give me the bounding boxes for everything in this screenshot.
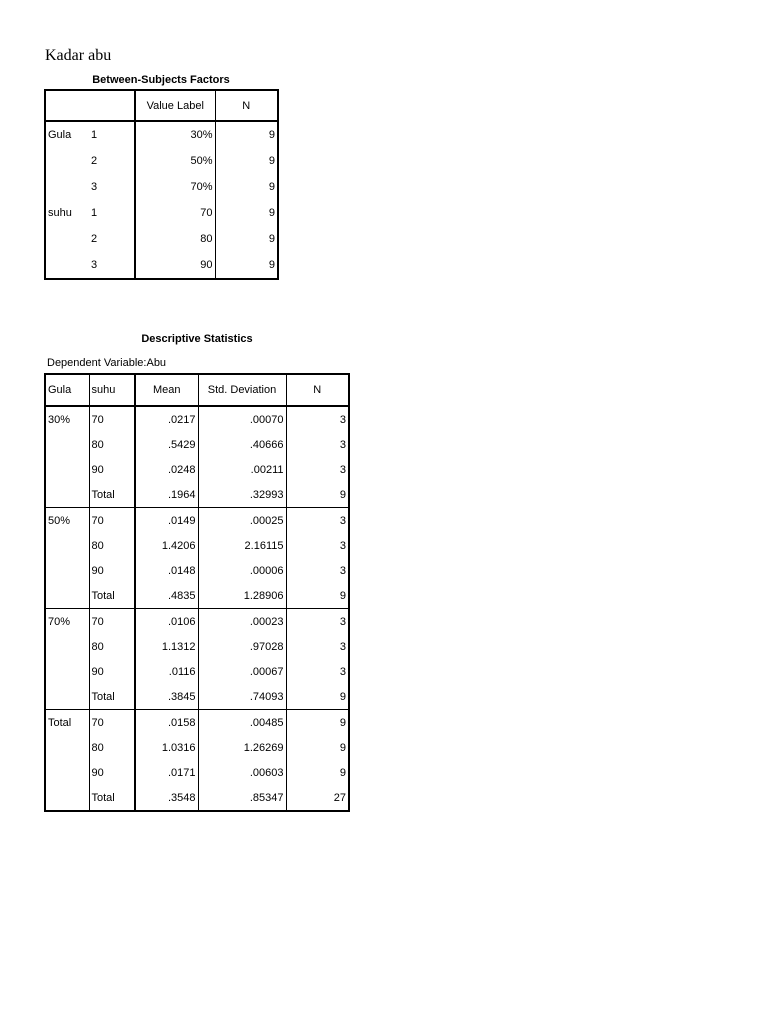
std-deviation-cell: .00006 (198, 558, 286, 583)
table-row (45, 121, 278, 148)
suhu-cell: 80 (89, 634, 135, 659)
gula-cell (45, 735, 89, 760)
std-deviation-cell: .97028 (198, 634, 286, 659)
table-row (45, 533, 349, 558)
between-subjects-factors-table (44, 89, 279, 280)
mean-cell: .3548 (135, 785, 198, 811)
value-label-cell: 30% (135, 121, 215, 148)
mean-cell: .0149 (135, 508, 198, 534)
suhu-cell: 70 (89, 609, 135, 635)
mean-cell: .0148 (135, 558, 198, 583)
header-cell-suhu: suhu (89, 374, 135, 406)
n-cell: 3 (339, 665, 346, 678)
n-cell: 9 (286, 710, 349, 736)
descriptive-statistics-body (45, 406, 349, 811)
std-deviation-cell: .00025 (198, 508, 286, 534)
table-row (45, 558, 349, 583)
table-row (45, 583, 349, 609)
n-cell: 3 (339, 438, 346, 451)
level-cell: 2 (89, 148, 135, 174)
value-label-cell: 80 (135, 226, 215, 252)
document-heading: Kadar abu (45, 47, 112, 64)
suhu-cell: 80 (89, 432, 135, 457)
header-cell-n: N (286, 374, 349, 406)
level-cell: 3 (89, 252, 135, 279)
table-row (45, 482, 349, 508)
n-cell: 9 (268, 207, 275, 219)
n-cell: 9 (339, 589, 346, 602)
mean-cell: .0248 (135, 457, 198, 482)
gula-cell (45, 583, 89, 609)
n-cell: 3 (339, 640, 346, 653)
mean-cell: .0106 (135, 609, 198, 635)
std-deviation-cell: .32993 (198, 482, 286, 508)
suhu-cell: 90 (89, 659, 135, 684)
level-cell: 2 (89, 226, 135, 252)
std-deviation-cell: .00485 (198, 710, 286, 736)
suhu-cell: 70 (89, 508, 135, 534)
gula-cell (45, 457, 89, 482)
n-cell: 3 (286, 609, 349, 635)
std-deviation-cell: .00070 (198, 406, 286, 432)
suhu-cell: 80 (89, 735, 135, 760)
mean-cell: .4835 (135, 583, 198, 609)
header-cell (45, 90, 89, 121)
suhu-cell: 80 (89, 533, 135, 558)
n-cell: 3 (339, 564, 346, 577)
suhu-cell: Total (89, 785, 135, 811)
std-deviation-cell: 2.16115 (198, 533, 286, 558)
suhu-cell: Total (89, 482, 135, 508)
suhu-cell: Total (89, 684, 135, 710)
n-cell: 9 (268, 259, 275, 271)
n-cell: 3 (339, 463, 346, 476)
header-cell (89, 90, 135, 121)
std-deviation-cell: .40666 (198, 432, 286, 457)
std-deviation-cell: .00211 (198, 457, 286, 482)
n-cell: 3 (339, 539, 346, 552)
value-label-cell: 70 (135, 200, 215, 226)
n-cell: 9 (268, 233, 275, 245)
table-row (45, 684, 349, 710)
gula-cell (45, 760, 89, 785)
factor-cell (45, 226, 89, 252)
mean-cell: 1.1312 (135, 634, 198, 659)
std-deviation-cell: 1.28906 (198, 583, 286, 609)
table-row (45, 406, 349, 432)
factor-cell: Gula (48, 129, 72, 141)
n-cell: 9 (268, 181, 275, 193)
header-cell-mean: Mean (135, 374, 198, 406)
gula-cell (45, 634, 89, 659)
gula-cell (45, 684, 89, 710)
factor-cell: suhu (48, 207, 72, 219)
between-subjects-factors-title: Between-Subjects Factors (92, 74, 230, 86)
table-row (45, 659, 349, 684)
mean-cell: 1.0316 (135, 735, 198, 760)
factor-cell (45, 252, 89, 279)
n-cell: 3 (286, 508, 349, 534)
suhu-cell: 70 (89, 710, 135, 736)
mean-cell: .1964 (135, 482, 198, 508)
level-cell: 1 (89, 121, 135, 148)
header-cell-value-label: Value Label (135, 90, 215, 121)
n-cell: 3 (339, 413, 346, 426)
mean-cell: .5429 (135, 432, 198, 457)
n-cell: 9 (268, 129, 275, 141)
gula-cell (45, 432, 89, 457)
table-header-row (45, 90, 278, 121)
gula-cell: 70% (45, 609, 89, 635)
factor-cell (45, 148, 89, 174)
between-subjects-factors-body (45, 121, 278, 279)
table-row (45, 785, 349, 811)
value-label-cell: 90 (135, 252, 215, 279)
suhu-cell: Total (89, 583, 135, 609)
value-label-cell: 50% (135, 148, 215, 174)
n-cell: 9 (339, 690, 346, 703)
table-row (45, 457, 349, 482)
descriptive-statistics-title: Descriptive Statistics (141, 333, 253, 345)
value-label-cell: 70% (135, 174, 215, 200)
gula-cell: Total (45, 710, 89, 736)
gula-cell: 50% (45, 508, 89, 534)
level-cell: 1 (89, 200, 135, 226)
table-row (45, 508, 349, 534)
table-row (45, 174, 278, 200)
table-row (45, 432, 349, 457)
suhu-cell: 90 (89, 558, 135, 583)
header-cell-std-deviation: Std. Deviation (198, 374, 286, 406)
table-row (45, 735, 349, 760)
header-cell-n: N (215, 90, 278, 121)
std-deviation-cell: .00603 (198, 760, 286, 785)
std-deviation-cell: .85347 (198, 785, 286, 811)
gula-cell (45, 785, 89, 811)
std-deviation-cell: 1.26269 (198, 735, 286, 760)
table-row (45, 252, 278, 279)
n-cell: 9 (339, 488, 346, 501)
n-cell: 27 (333, 791, 346, 804)
level-cell: 3 (89, 174, 135, 200)
header-cell-gula: Gula (45, 374, 89, 406)
table-header-row (45, 374, 349, 406)
gula-cell: 30% (45, 406, 89, 432)
mean-cell: .0158 (135, 710, 198, 736)
table-row (45, 710, 349, 736)
descriptive-statistics-table (44, 373, 350, 812)
gula-cell (45, 533, 89, 558)
mean-cell: .3845 (135, 684, 198, 710)
mean-cell: .0171 (135, 760, 198, 785)
table-row (45, 148, 278, 174)
gula-cell (45, 659, 89, 684)
table-row (45, 634, 349, 659)
suhu-cell: 90 (89, 457, 135, 482)
mean-cell: .0217 (135, 406, 198, 432)
std-deviation-cell: .74093 (198, 684, 286, 710)
gula-cell (45, 482, 89, 508)
mean-cell: 1.4206 (135, 533, 198, 558)
mean-cell: .0116 (135, 659, 198, 684)
std-deviation-cell: .00023 (198, 609, 286, 635)
std-deviation-cell: .00067 (198, 659, 286, 684)
n-cell: 9 (339, 741, 346, 754)
suhu-cell: 90 (89, 760, 135, 785)
factor-cell (45, 174, 89, 200)
dependent-variable-label: Dependent Variable:Abu (47, 357, 167, 369)
table-row (45, 200, 278, 226)
n-cell: 9 (268, 155, 275, 167)
table-row (45, 226, 278, 252)
table-row (45, 609, 349, 635)
suhu-cell: 70 (89, 406, 135, 432)
n-cell: 9 (339, 766, 346, 779)
gula-cell (45, 558, 89, 583)
table-row (45, 760, 349, 785)
